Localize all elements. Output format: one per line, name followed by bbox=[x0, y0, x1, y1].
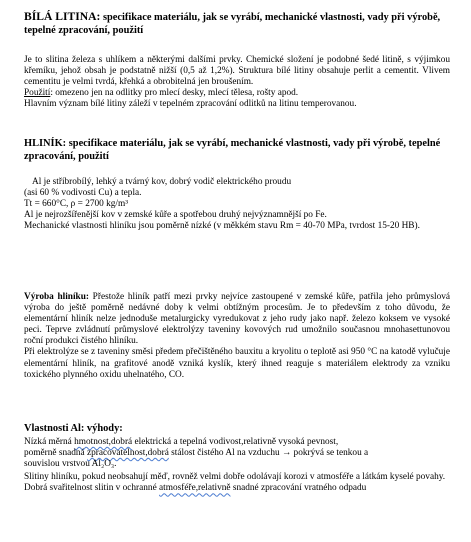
production-paragraph bbox=[24, 292, 450, 347]
text-run: Nízká měrná bbox=[24, 437, 75, 447]
heading-rest: specifikace materiálu, jak se vyrábí, mechanické vlastnosti, vady při výrobě, tepelné zpracování, použití bbox=[24, 12, 441, 36]
usage-text: : omezeno jen na odlitky pro mlecí desky, mlecí tělesa, rošty apod. bbox=[50, 88, 299, 99]
text-run: poměrně snadná bbox=[24, 448, 87, 459]
section-white-cast-iron bbox=[24, 10, 450, 37]
paragraph: Hlavním význam bílé litiny záleží v tepelném zpracování odlitků na litinu temperovanou. bbox=[24, 99, 357, 110]
section-heading bbox=[24, 10, 450, 37]
text-run: pokrývá se tenkou a bbox=[291, 448, 369, 459]
text-run-flagged: zpracovatelnost,dobrá bbox=[87, 448, 169, 459]
intro-line: (asi 60 % vodivosti Cu) a tepla. bbox=[24, 188, 142, 199]
section-properties bbox=[24, 422, 450, 435]
section-properties-body bbox=[24, 437, 450, 494]
section-aluminium bbox=[24, 137, 450, 163]
properties-line: Tt = 660°C, ρ = 2700 kg/m³ bbox=[24, 199, 129, 210]
paragraph-usage bbox=[24, 88, 450, 99]
section-white-cast-iron-body bbox=[24, 55, 450, 110]
right-arrow-icon: → bbox=[281, 448, 292, 459]
section-aluminium-intro bbox=[24, 177, 450, 232]
section-heading: HLINÍK: specifikace materiálu, jak se vyrábí, mechanické vlastnosti, vady při výrobě, tepelné zpracování, použití bbox=[24, 138, 441, 162]
heading-main: BÍLÁ LITINA: bbox=[24, 10, 101, 23]
properties-line bbox=[24, 448, 450, 459]
text-run-flagged: atmosféře,relativně bbox=[159, 483, 231, 494]
properties-line bbox=[24, 437, 450, 448]
properties-line: Slitiny hliníku, pokud neobsahují měď, rovněž velmi dobře odolávají korozi v atmosféře a látkám kyselé povahy. bbox=[24, 472, 446, 483]
mechanical-line: Mechanické vlastnosti hliníku jsou poměrně nízké (v měkkém stavu Rm = 40-70 MPa, tvrdost 15-20 HB). bbox=[24, 221, 420, 232]
text-run: Dobrá svařitelnost slitin v ochranné bbox=[24, 483, 160, 494]
section-aluminium-production bbox=[24, 292, 450, 381]
properties-line: souvislou vrstvou Al₂O₃. bbox=[24, 459, 117, 470]
production-text: Přestože hliník patří mezi prvky nejvíce zastoupené v zemské kůře, patřila jeho průmyslová výroba do ještě poměrně nedávné doby k velmi obtížným procesům. Je to především z toho důvodu, že elementární hliník nelze jednoduše metalurgicky vyredukovat z jeho rudy jako např. železo koksem ve vysoké peci. Teprve zvládnutí průmyslové elektrolýzy taveniny kovových rud umožnilo současnou mnohasettunovou roční produkci čistého hliníku. bbox=[24, 292, 451, 347]
production-label: Výroba hliníku: bbox=[24, 292, 89, 302]
paragraph: Je to slitina železa s uhlíkem a některými dalšími prvky. Chemické složení je podobné šedé litině, s výjimkou křemíku, jehož obsah je podstatně nižší (0,5 až 1,2%). Struktura bílé litiny obsahuje perlit a cementit. Vlivem cementitu je velmi tvrdá, křehká a obrobitelná jen broušením. bbox=[24, 55, 450, 88]
text-run: snadné zpracování vratného odpadu bbox=[230, 483, 367, 494]
usage-label: Použití bbox=[24, 88, 51, 99]
text-run: stálost čistého Al na vzduchu bbox=[168, 448, 282, 459]
text-run: elektrická a tepelná vodivost,relativně vysoká pevnost, bbox=[132, 437, 339, 447]
text-run-flagged: hmotnost,dobrá bbox=[74, 437, 133, 447]
occurrence-line: Al je nejrozšířenější kov v zemské kůře a spotřebou druhý nejvýznamnější po Fe. bbox=[24, 210, 327, 221]
properties-line bbox=[24, 483, 450, 494]
electrolysis-paragraph: Při elektrolýze se z taveniny směsi předem přečištěného bauxitu a kryolitu o teplotě asi 950 °C na katodě vylučuje elementární hliník, na grafitové anodě vzniká kyslík, který ihned reaguje s materiálem elektrody za vzniku toxického plynného oxidu uhelnatého, CO. bbox=[24, 347, 450, 380]
intro-line: Al je stříbrobílý, lehký a tvárný kov, dobrý vodič elektrického proudu bbox=[32, 177, 292, 187]
section-heading: Vlastnosti Al: výhody: bbox=[24, 423, 123, 434]
